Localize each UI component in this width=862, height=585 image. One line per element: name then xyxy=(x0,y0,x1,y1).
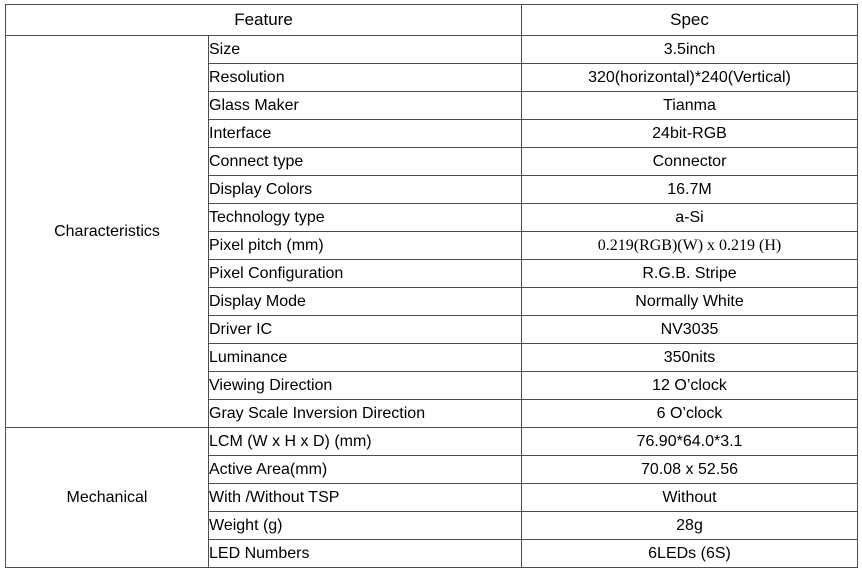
row-group-label: Characteristics xyxy=(6,36,209,428)
feature-cell: With /Without TSP xyxy=(209,484,522,512)
spec-cell: 350nits xyxy=(522,344,858,372)
feature-cell: Pixel Configuration xyxy=(209,260,522,288)
feature-cell: LCM (W x H x D) (mm) xyxy=(209,428,522,456)
spec-cell: 24bit-RGB xyxy=(522,120,858,148)
column-header-feature: Feature xyxy=(6,5,522,36)
spec-cell: Normally White xyxy=(522,288,858,316)
feature-cell: Driver IC xyxy=(209,316,522,344)
spec-cell: 70.08 x 52.56 xyxy=(522,456,858,484)
spec-cell: 3.5inch xyxy=(522,36,858,64)
feature-cell: Viewing Direction xyxy=(209,372,522,400)
feature-cell: Display Colors xyxy=(209,176,522,204)
spec-cell: a-Si xyxy=(522,204,858,232)
spec-cell: 6LEDs (6S) xyxy=(522,540,858,568)
feature-cell: Resolution xyxy=(209,64,522,92)
spec-cell: R.G.B. Stripe xyxy=(522,260,858,288)
table-row xyxy=(6,428,858,456)
feature-cell: Connect type xyxy=(209,148,522,176)
column-header-spec: Spec xyxy=(522,5,858,36)
spec-cell: 28g xyxy=(522,512,858,540)
spec-cell: 320(horizontal)*240(Vertical) xyxy=(522,64,858,92)
spec-cell: 6 O’clock xyxy=(522,400,858,428)
feature-cell: Pixel pitch (mm) xyxy=(209,232,522,260)
feature-cell: LED Numbers xyxy=(209,540,522,568)
table-row xyxy=(6,36,858,64)
feature-cell: Size xyxy=(209,36,522,64)
spec-cell: 16.7M xyxy=(522,176,858,204)
specification-table xyxy=(5,4,858,568)
spec-cell: 12 O’clock xyxy=(522,372,858,400)
table-header-row xyxy=(6,5,858,36)
feature-cell: Technology type xyxy=(209,204,522,232)
spec-cell: NV3035 xyxy=(522,316,858,344)
feature-cell: Glass Maker xyxy=(209,92,522,120)
spec-cell: 0.219(RGB)(W) x 0.219 (H) xyxy=(522,232,858,260)
feature-cell: Display Mode xyxy=(209,288,522,316)
feature-cell: Active Area(mm) xyxy=(209,456,522,484)
spec-cell: Without xyxy=(522,484,858,512)
spec-cell: Connector xyxy=(522,148,858,176)
spec-cell: 76.90*64.0*3.1 xyxy=(522,428,858,456)
feature-cell: Weight (g) xyxy=(209,512,522,540)
feature-cell: Gray Scale Inversion Direction xyxy=(209,400,522,428)
row-group-label: Mechanical xyxy=(6,428,209,568)
feature-cell: Luminance xyxy=(209,344,522,372)
spec-cell: Tianma xyxy=(522,92,858,120)
feature-cell: Interface xyxy=(209,120,522,148)
